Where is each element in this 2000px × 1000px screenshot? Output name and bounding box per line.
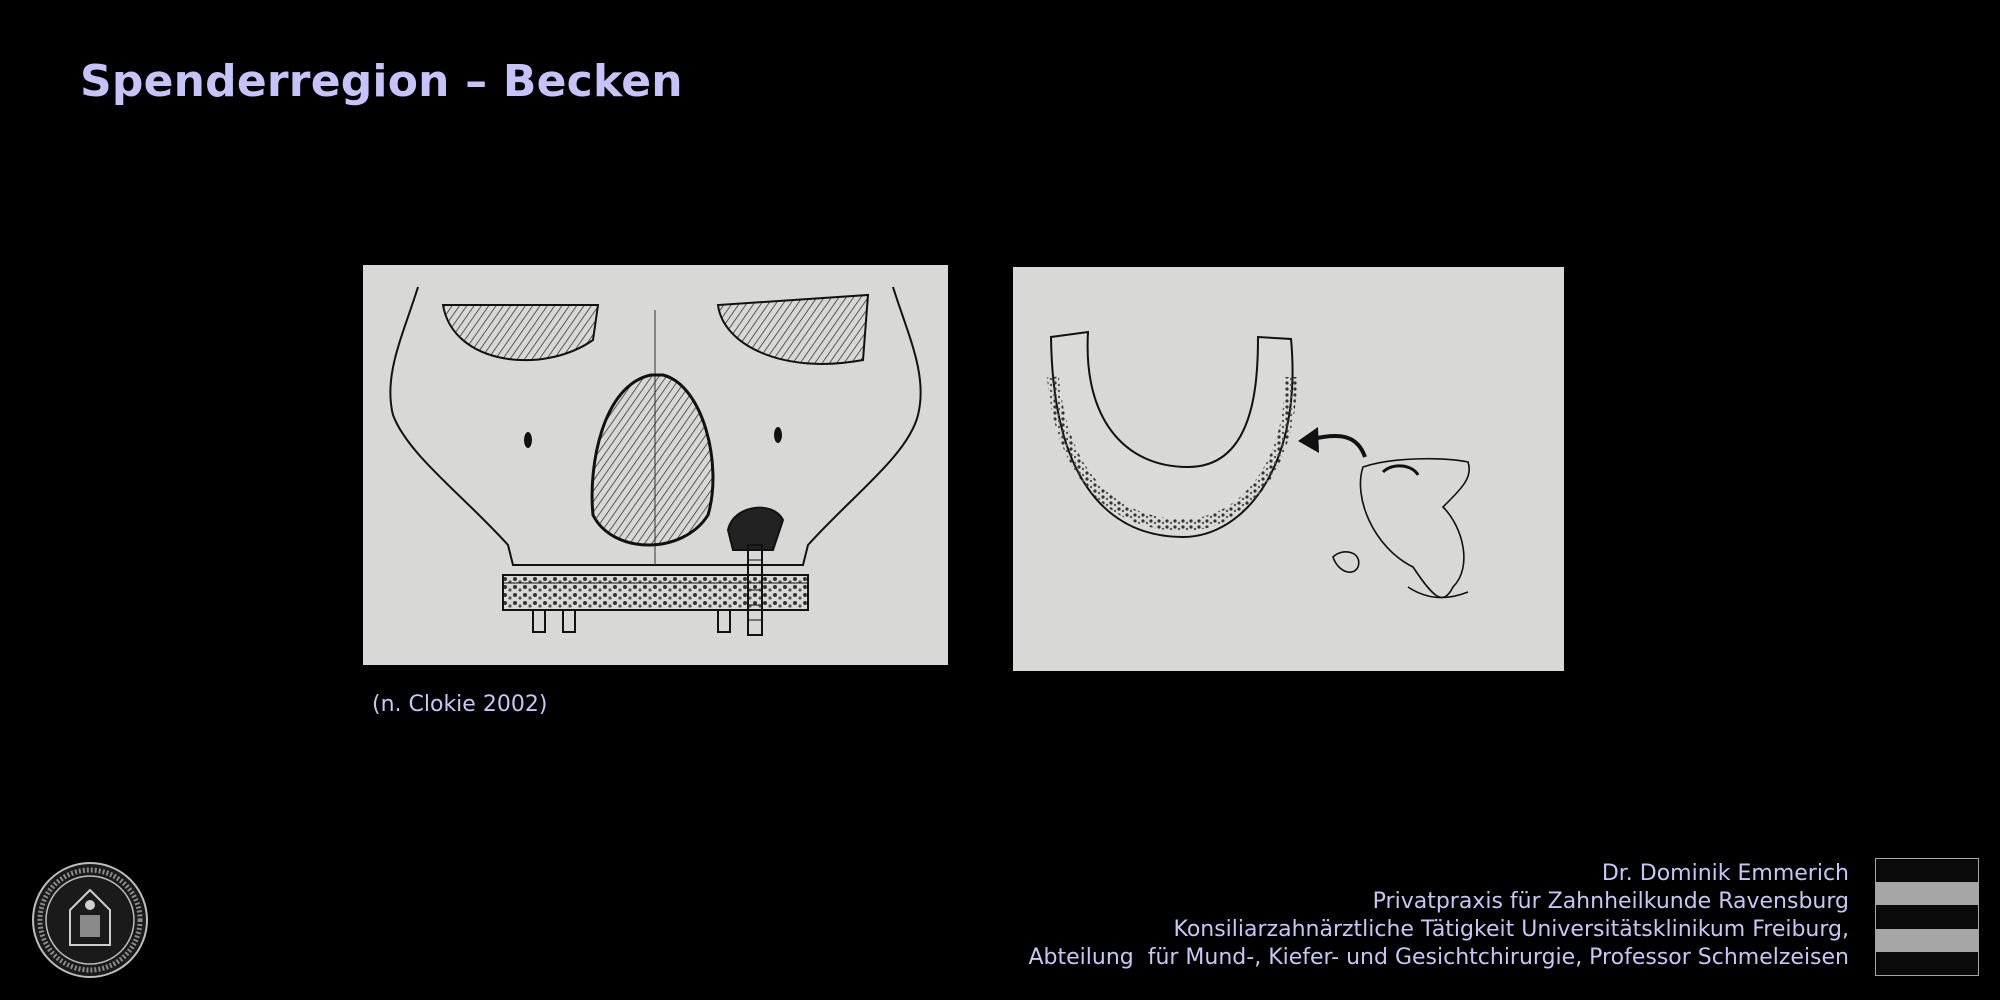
footer-line-consultant: Konsiliarzahnärztliche Tätigkeit Universitätsklinikum Freiburg, (1173, 917, 1849, 942)
striped-logo-icon (1875, 858, 1979, 976)
footer-line-department: Abteilung für Mund-, Kiefer- und Gesichtchirurgie, Professor Schmelzeisen (1028, 945, 1849, 970)
skull-graft-illustration (363, 265, 948, 665)
footer-contact (1028, 860, 1849, 972)
footer-line-practice: Privatpraxis für Zahnheilkunde Ravensburg (1372, 889, 1849, 914)
slide-title: Spenderregion – Becken (80, 56, 683, 107)
figure-caption: (n. Clokie 2002) (372, 692, 548, 717)
university-seal-icon (30, 860, 150, 980)
mandible-graft-illustration (1013, 267, 1564, 671)
footer-line-name: Dr. Dominik Emmerich (1601, 861, 1849, 886)
